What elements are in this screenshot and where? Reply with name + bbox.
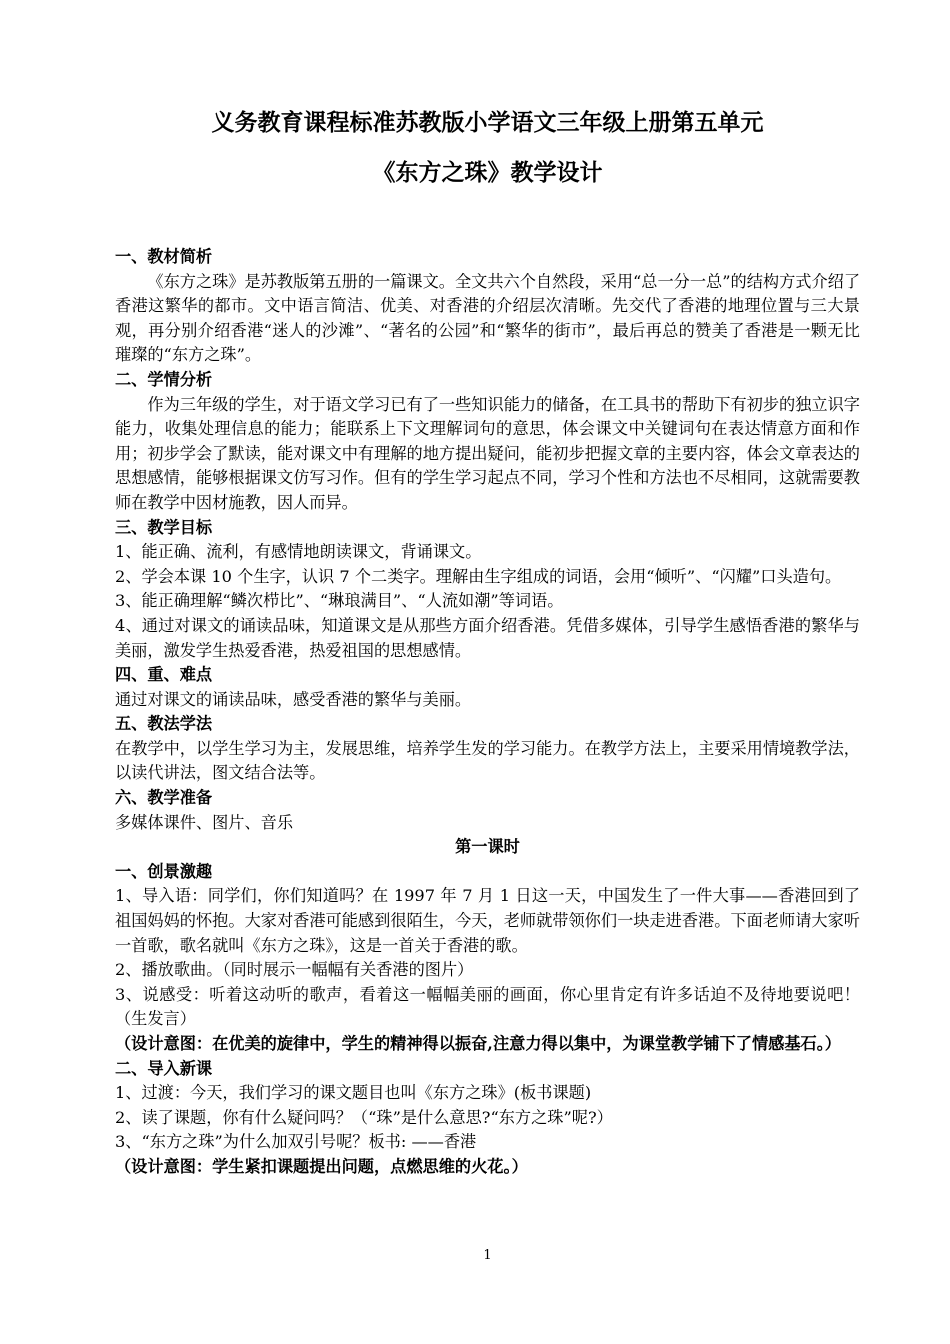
section-heading: 二、导入新课 bbox=[115, 1058, 213, 1078]
section-paragraph: 通过对课文的诵读品味，感受香港的繁华与美丽。 bbox=[115, 689, 472, 709]
section-heading: 一、教材简析 bbox=[115, 247, 213, 266]
document-title-line1: 义务教育课程标准苏教版小学语文三年级上册第五单元 bbox=[211, 109, 764, 136]
section-heading: 二、学情分析 bbox=[115, 369, 213, 389]
design-intent-note: （设计意图：在优美的旋律中，学生的精神得以振奋,注意力得以集中，为课堂教学铺下了情感基石。） bbox=[115, 1034, 841, 1053]
section-paragraph: 多媒体课件、图片、音乐 bbox=[115, 812, 294, 832]
design-intent-note: （设计意图：学生紧扣课题提出问题，点燃思维的火花。） bbox=[115, 1156, 528, 1176]
section-paragraph: 《东方之珠》是苏教版第五册的一篇课文。全文共六个自然段，采用“总一分一总”的结构方式介绍了香港这繁华的都市。文中语言简洁、优美、对香港的介绍层次清晰。先交代了香港的地理位置与三大景观，再分别介绍香港“迷人的沙滩”、“著名的公园”和“繁华的街市”，最后再总的赞美了香港是一颗无比璀璨的“东方之珠”。 bbox=[115, 271, 861, 365]
page-number: 1 bbox=[483, 1248, 492, 1263]
list-item: 1、导入语：同学们，你们知道吗？在 1997 年 7 月 1 日这一天，中国发生了一件大事——香港回到了祖国妈妈的怀抱。大家对香港可能感到很陌生，今天，老师就带领你们一块走进香港。下面老师请大家听一首歌，歌名就叫《东方之珠》，这是一首关于香港的歌。 bbox=[115, 886, 860, 955]
document-body bbox=[115, 245, 860, 1180]
section-heading: 六、教学准备 bbox=[115, 788, 213, 808]
list-item: 3、能正确理解“鳞次栉比”、“琳琅满目”、“人流如潮”等词语。 bbox=[115, 591, 564, 611]
section-heading: 一、创景激趣 bbox=[115, 861, 213, 881]
section-heading: 四、重、难点 bbox=[115, 665, 213, 685]
section-paragraph: 在教学中，以学生学习为主，发展思维，培养学生发的学习能力。在教学方法上，主要采用情境教学法，以读代讲法，图文结合法等。 bbox=[115, 738, 860, 783]
section-paragraph: 作为三年级的学生，对于语文学习已有了一些知识能力的储备，在工具书的帮助下有初步的独立识字能力，收集处理信息的能力；能联系上下文理解词句的意思，体会课文中关键词句在表达情意方面和作用；初步学会了默读，能对课文中有理解的地方提出疑问，能初步把握文章的主要内容，体会文章表达的思想感情，能够根据课文仿写习作。但有的学生学习起点不同，学习个性和方法也不尽相同，这就需要教师在教学中因材施教，因人而异。 bbox=[115, 394, 860, 512]
list-item: 1、过渡：今天，我们学习的课文题目也叫《东方之珠》(板书课题) bbox=[115, 1083, 592, 1103]
list-item: 3、说感受：听着这动听的歌声，看着这一幅幅美丽的画面，你心里肯定有许多话迫不及待地要说吧！（生发言） bbox=[115, 984, 860, 1029]
list-item: 1、能正确、流利，有感情地朗读课文，背诵课文。 bbox=[115, 542, 482, 562]
section-heading: 五、教法学法 bbox=[115, 714, 213, 734]
section-heading: 三、教学目标 bbox=[115, 517, 213, 537]
list-item: 2、播放歌曲。（同时展示一幅幅有关香港的图片） bbox=[115, 960, 474, 980]
list-item: 2、读了课题，你有什么疑问吗？（“珠”是什么意思?“东方之珠”呢?） bbox=[115, 1107, 613, 1127]
lesson-heading: 第一课时 bbox=[455, 837, 520, 857]
list-item: 4、通过对课文的诵读品味，知道课文是从那些方面介绍香港。凭借多媒体，引导学生感悟香港的繁华与美丽，激发学生热爱香港，热爱祖国的思想感情。 bbox=[115, 615, 860, 660]
list-item: 3、“东方之珠”为什么加双引号呢？板书: ——香港 bbox=[115, 1132, 477, 1152]
list-item: 2、学会本课 10 个生字，认识 7 个二类字。理解由生字组成的词语，会用“倾听”、“闪耀”口头造句。 bbox=[115, 566, 842, 586]
document-title-line2: 《东方之珠》教学设计 bbox=[372, 159, 603, 186]
